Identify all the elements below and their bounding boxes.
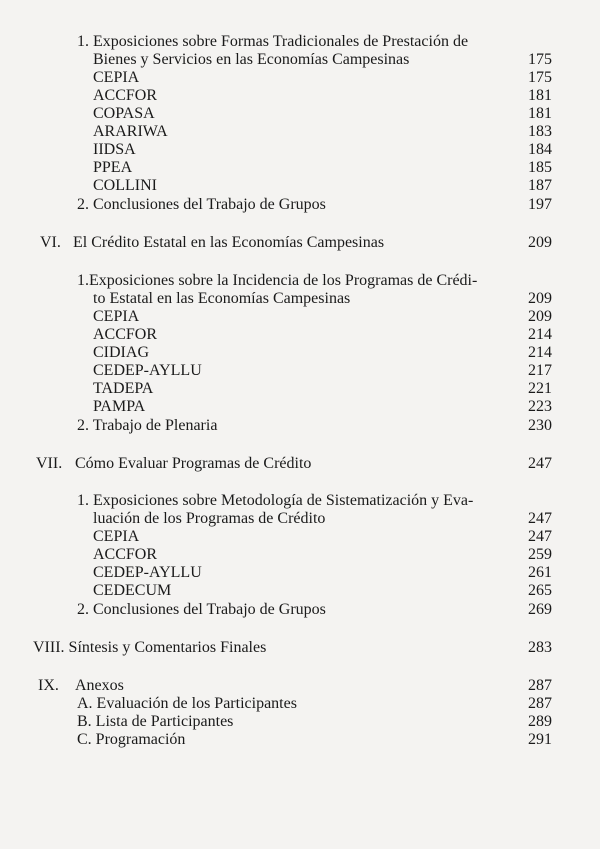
toc-page-number: 269 — [528, 601, 552, 618]
toc-page-number: 283 — [528, 639, 552, 656]
toc-page-number: 261 — [528, 564, 552, 581]
toc-item: IIDSA — [93, 141, 136, 158]
toc-entry-title: 2. Conclusiones del Trabajo de Grupos — [77, 601, 326, 618]
toc-page-number: 214 — [528, 344, 552, 361]
toc-page-number: 289 — [528, 713, 552, 730]
toc-entry-title: 1.Exposiciones sobre la Incidencia de los Programas de Crédi- — [77, 272, 478, 289]
toc-page-number: 287 — [528, 695, 552, 712]
toc-page-number: 197 — [528, 196, 552, 213]
toc-entry-title: 2. Trabajo de Plenaria — [77, 417, 218, 434]
toc-item: CEPIA — [93, 528, 140, 545]
toc-page-number: 287 — [528, 677, 552, 694]
toc-appendix-item: A. Evaluación de los Participantes — [77, 695, 297, 712]
toc-section-title: El Crédito Estatal en las Economías Campesinas — [73, 234, 385, 251]
toc-page-number: 181 — [528, 105, 552, 122]
toc-item: PAMPA — [93, 398, 146, 415]
toc-section-title: Anexos — [75, 677, 124, 694]
toc-page-number: 184 — [528, 141, 552, 158]
toc-item: ARARIWA — [93, 123, 168, 140]
toc-entry-title: luación de los Programas de Crédito — [93, 510, 326, 527]
toc-page-number: 175 — [528, 51, 552, 68]
toc-item: ACCFOR — [93, 546, 158, 563]
toc-page-number: 217 — [528, 362, 552, 379]
toc-appendix-item: B. Lista de Participantes — [77, 713, 234, 730]
toc-entry-title: Bienes y Servicios en las Economías Campesinas — [93, 51, 410, 68]
toc-section-number: IX. — [38, 677, 59, 694]
toc-item: ACCFOR — [93, 326, 158, 343]
toc-page-number: 185 — [528, 159, 552, 176]
toc-page-number: 175 — [528, 69, 552, 86]
toc-page-number: 291 — [528, 731, 552, 748]
toc-section-title: Cómo Evaluar Programas de Crédito — [75, 455, 312, 472]
toc-entry-title: to Estatal en las Economías Campesinas — [93, 290, 351, 307]
toc-page-number: 230 — [528, 417, 552, 434]
toc-item: COLLINI — [93, 177, 157, 194]
toc-page-number: 259 — [528, 546, 552, 563]
toc-item: CEPIA — [93, 69, 140, 86]
toc-page-number: 247 — [528, 528, 552, 545]
toc-item: CIDIAG — [93, 344, 149, 361]
toc-entry-title: 1. Exposiciones sobre Metodología de Sistematización y Eva- — [77, 492, 474, 509]
toc-page-number: 209 — [528, 290, 552, 307]
toc-item: ACCFOR — [93, 87, 158, 104]
toc-appendix-item: C. Programación — [77, 731, 186, 748]
toc-item: CEDECUM — [93, 582, 172, 599]
toc-section-number: VI. — [40, 234, 61, 251]
toc-page-number: 209 — [528, 308, 552, 325]
toc-page-number: 209 — [528, 234, 552, 251]
toc-page-number: 183 — [528, 123, 552, 140]
toc-item: CEPIA — [93, 308, 140, 325]
toc-entry-title: 2. Conclusiones del Trabajo de Grupos — [77, 196, 326, 213]
toc-item: CEDEP-AYLLU — [93, 362, 202, 379]
toc-page-number: 221 — [528, 380, 552, 397]
toc-item: TADEPA — [93, 380, 154, 397]
toc-page-number: 265 — [528, 582, 552, 599]
toc-item: PPEA — [93, 159, 133, 176]
toc-page-number: 187 — [528, 177, 552, 194]
toc-item: CEDEP-AYLLU — [93, 564, 202, 581]
toc-page-number: 223 — [528, 398, 552, 415]
toc-section-number: VII. — [36, 455, 63, 472]
toc-page-number: 247 — [528, 510, 552, 527]
toc-page-number: 247 — [528, 455, 552, 472]
toc-section-title: VIII. Síntesis y Comentarios Finales — [33, 639, 267, 656]
toc-page-number: 181 — [528, 87, 552, 104]
toc-page-number: 214 — [528, 326, 552, 343]
toc-entry-title: 1. Exposiciones sobre Formas Tradicionales de Prestación de — [77, 33, 469, 50]
toc-item: COPASA — [93, 105, 155, 122]
